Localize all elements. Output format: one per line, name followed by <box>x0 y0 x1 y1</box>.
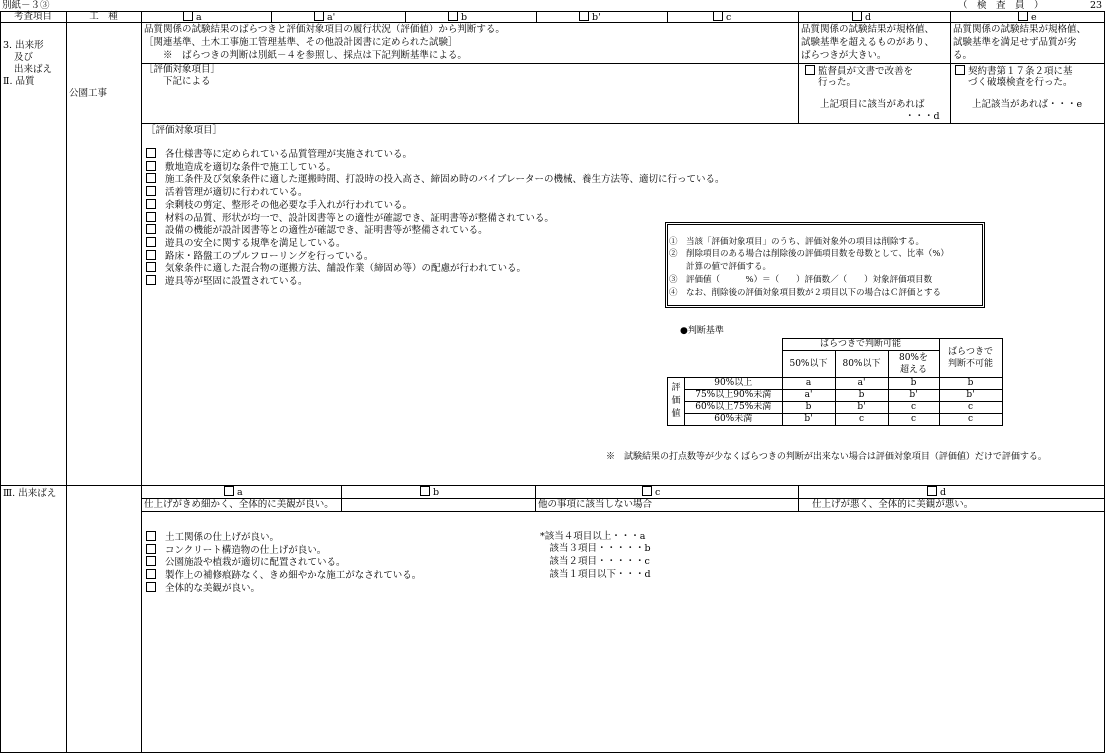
finish-grade-label: d <box>940 487 947 498</box>
eval-header: ［評価対象項目］ <box>146 125 223 136</box>
impossible-line-1: ばらつきで <box>948 347 993 357</box>
rule-3: 計算の値で評価する。 <box>669 262 772 272</box>
item-text: 土工関係の仕上げが良い。 <box>165 532 280 543</box>
target-note: 下記による <box>163 76 211 87</box>
grade-b-prime-checkbox[interactable] <box>579 11 589 21</box>
cell: b <box>888 378 939 390</box>
finish-grade-d[interactable] <box>927 486 946 499</box>
finish-desc-a: 仕上げがきめ細かく、全体的に美観が良い。 <box>144 499 334 510</box>
checklist-item[interactable] <box>146 569 421 582</box>
grade-b-checkbox[interactable] <box>448 11 458 21</box>
e-desc-3: る。 <box>953 50 973 61</box>
item-checkbox[interactable] <box>146 212 156 222</box>
cell: b' <box>888 390 939 402</box>
judgment-table <box>667 338 1003 426</box>
cell: b' <box>782 414 835 426</box>
finish-a-checkbox[interactable] <box>224 486 234 496</box>
e-check-text: 契約書第１７条２項に基 <box>968 66 1073 77</box>
cell: c <box>939 414 1002 426</box>
cell: c <box>835 414 888 426</box>
impossible-line-2: 判断不可能 <box>947 359 993 369</box>
cell: c <box>939 402 1002 414</box>
item-checkbox[interactable] <box>146 224 156 234</box>
d-desc-1: 品質関係の試験結果が規格値、 <box>801 24 935 35</box>
cell: b <box>939 378 1002 390</box>
cell: b <box>782 402 835 414</box>
grade-sep-d <box>798 11 799 123</box>
grade-c-header[interactable] <box>713 11 731 24</box>
finish-desc-line <box>141 511 1104 512</box>
finish-c-checkbox[interactable] <box>642 486 652 496</box>
rule-5: ④ なお、削除後の評価対象項目数が２項目以下の場合はＣ評価とする <box>669 288 942 298</box>
checklist-item[interactable] <box>146 237 346 250</box>
scoring-1: *該当４項目以上・・・a <box>540 531 646 542</box>
d-foot-2: ・・・d <box>905 111 940 122</box>
grade-sep-e <box>950 11 951 123</box>
grade-a-checkbox[interactable] <box>183 11 193 21</box>
intro-line-1: 品質関係の試験結果のばらつきと評価対象項目の履行状況（評価値）から判断する。 <box>144 24 505 35</box>
col-over80-1: 80%を <box>898 353 928 363</box>
col-over80-2: 超える <box>899 365 927 375</box>
scoring-3: 該当２項目・・・・・c <box>540 556 650 567</box>
item-text: 遊具等が堅固に設置されている。 <box>165 276 308 287</box>
item-checkbox[interactable] <box>146 186 156 196</box>
cell: a' <box>835 378 888 390</box>
finish-d-checkbox[interactable] <box>927 486 937 496</box>
finish-item-label: Ⅲ. 出来ばえ <box>3 488 57 499</box>
item-label-2: 及び <box>14 52 34 63</box>
header-bottom-line <box>0 22 1105 23</box>
col-header-item: 考査項目 <box>13 11 52 22</box>
finish-b-checkbox[interactable] <box>420 486 430 496</box>
target-header: ［評価対象項目］ <box>144 64 221 75</box>
item-label-1: 3. 出来形 <box>3 40 44 51</box>
grade-label: a <box>196 12 202 23</box>
item-checkbox[interactable] <box>146 199 156 209</box>
item-checkbox[interactable] <box>146 262 156 272</box>
item-text: 活着管理が適切に行われている。 <box>165 187 308 199</box>
d-check-text: 監督員が文書で改善を <box>818 66 914 77</box>
quality-top-bottom-line <box>141 123 1104 124</box>
intro-line-3: ※ ばらつきの判断は別紙－４を参照し、採点は下記判断基準による。 <box>163 50 467 61</box>
cell: b <box>835 390 888 402</box>
item-text: 製作上の補修痕跡なく、きめ細やかな施工がなされている。 <box>165 570 422 582</box>
impossible-header <box>939 339 1002 378</box>
grade-sep <box>667 11 668 22</box>
grade-a-prime-header[interactable] <box>314 11 335 24</box>
frame-top-line <box>0 11 1105 12</box>
intro-line-2: ［関連基準、土木工事施工管理基準、その他設計図書に定められた試験］ <box>144 37 458 48</box>
item-checkbox[interactable] <box>146 556 156 566</box>
grade-b-prime-header[interactable] <box>579 11 601 24</box>
checklist-item[interactable] <box>146 544 326 557</box>
form-id: 別紙－３③ <box>2 0 50 11</box>
checklist-item[interactable] <box>146 582 260 595</box>
cell: a' <box>782 390 835 402</box>
col-over80 <box>888 351 939 378</box>
row-label: 90%以上 <box>685 378 783 390</box>
grade-a-prime-checkbox[interactable] <box>314 11 324 21</box>
cell: a <box>782 378 835 390</box>
e-desc-1: 品質関係の試験結果が規格値、 <box>953 24 1087 35</box>
cell: b' <box>835 402 888 414</box>
scoring-4: 該当１項目以下・・・d <box>540 569 651 580</box>
grade-e-checkbox[interactable] <box>1018 11 1028 21</box>
checklist-item[interactable] <box>146 262 526 275</box>
d-foot-1: 上記項目に該当があれば <box>820 99 925 110</box>
d-check-2: 行った。 <box>818 77 857 88</box>
item-checkbox[interactable] <box>146 569 156 579</box>
e-checkbox[interactable] <box>955 65 965 75</box>
item-checkbox[interactable] <box>146 148 156 158</box>
cell: b' <box>939 390 1002 402</box>
item-checkbox[interactable] <box>146 275 156 285</box>
item-label-4: Ⅱ. 品質 <box>3 76 35 87</box>
checklist-item[interactable] <box>146 199 412 212</box>
finish-grade-c[interactable] <box>642 486 660 499</box>
work-type-label: 公園工事 <box>69 88 108 99</box>
grade-label: d <box>865 12 872 23</box>
item-text: 遊具の安全に関する規準を満足している。 <box>165 237 346 249</box>
grade-c-checkbox[interactable] <box>713 11 723 21</box>
checklist-item[interactable] <box>146 531 279 544</box>
finish-grade-label: a <box>237 487 243 498</box>
checklist-item[interactable] <box>146 250 373 263</box>
item-text: 全体的な美観が良い。 <box>165 582 261 594</box>
row-label: 75%以上90%未満 <box>685 390 783 402</box>
item-text: 余剰枝の剪定、整形その他必要な手入れが行われている。 <box>165 199 413 211</box>
d-desc-3: ばらつきが大きい。 <box>801 50 887 61</box>
item-text: 材料の品質、形状が均一で、設計図書等との適性が確認でき、証明書等が整備されている。 <box>165 212 554 224</box>
e-check-2: づく破壊検査を行った。 <box>968 77 1073 88</box>
item-text: コンクリート構造物の仕上げが良い。 <box>165 544 327 556</box>
frame-left-line <box>0 11 1 753</box>
item-text: 各仕様書等に定められている品質管理が実施されている。 <box>165 149 413 160</box>
item-checkbox[interactable] <box>146 531 156 541</box>
grade-label: b' <box>592 12 601 23</box>
e-desc-2: 試験基準を満足せず品質が劣 <box>953 37 1077 48</box>
finish-desc-d: 仕上げが悪く、全体的に美観が悪い。 <box>812 499 974 510</box>
checklist-item[interactable] <box>146 161 336 174</box>
checklist-item[interactable] <box>146 224 488 237</box>
grade-sep <box>405 11 406 22</box>
grade-label: c <box>726 12 732 23</box>
footnote: ※ 試験結果の打点数等が少なくばらつきの判断が出来ない場合は評価対象項目（評価値）だけで評価する。 <box>606 452 1047 462</box>
grade-a-header[interactable] <box>183 11 202 24</box>
item-text: 気象条件に適した混合物の運搬方法、舗設作業（締固め等）の配慮が行われている。 <box>165 263 527 275</box>
side-1: 評 <box>671 383 681 393</box>
col-80: 80%以下 <box>835 351 888 378</box>
grade-sep <box>271 11 272 22</box>
item-text: 設備の機能が設計図書等との適性が確認でき、証明書等が整備されている。 <box>165 225 488 237</box>
checklist-item[interactable] <box>146 556 346 569</box>
rule-4: ③ 評価値（ %）＝（ ）評価数／（ ）対象評価項目数 <box>669 275 933 285</box>
grade-d-checkbox[interactable] <box>852 11 862 21</box>
judgment-corner <box>668 339 783 378</box>
checklist-item[interactable] <box>146 186 308 199</box>
checklist-item[interactable] <box>146 212 554 225</box>
intro-bottom-line <box>141 63 1104 64</box>
grade-label: a' <box>327 12 336 23</box>
item-checkbox[interactable] <box>146 582 156 592</box>
item-checkbox[interactable] <box>146 161 156 171</box>
side-3: 値 <box>671 409 681 419</box>
item-checkbox[interactable] <box>146 544 156 554</box>
checklist-item[interactable] <box>146 275 308 288</box>
item-checkbox[interactable] <box>146 173 156 183</box>
cell: c <box>888 402 939 414</box>
grade-label: b <box>461 12 468 23</box>
finish-desc-c: 他の事項に該当しない場合 <box>538 499 653 510</box>
d-checkbox[interactable] <box>805 65 815 75</box>
item-checkbox[interactable] <box>146 250 156 260</box>
cell: c <box>888 414 939 426</box>
possible-header: ばらつきで判断可能 <box>782 339 939 351</box>
row-label: 60%以上75%未満 <box>685 402 783 414</box>
scoring-2: 該当３項目・・・・・b <box>540 543 651 554</box>
item-checkbox[interactable] <box>146 237 156 247</box>
rule-2: ② 削除項目のある場合は削除後の評価項目数を母数として、比率（%） <box>669 249 949 259</box>
inspector-label: （ 検 査 員 ） <box>958 0 1044 11</box>
col-divider-1 <box>66 11 67 753</box>
finish-grade-b[interactable] <box>420 486 439 499</box>
grade-sep <box>536 11 537 22</box>
item-label-3: 出来ばえ <box>14 64 53 75</box>
grade-b-header[interactable] <box>448 11 467 24</box>
grade-d-header[interactable] <box>852 11 871 24</box>
row-label: 60%未満 <box>685 414 783 426</box>
checklist-item[interactable] <box>146 173 724 186</box>
item-text: 施工条件及び気象条件に適した運搬時間、打設時の投入高さ、締固め時のバイブレーターの機械、養生方法等、適切に行っている。 <box>165 174 725 186</box>
checklist-item[interactable] <box>146 148 412 161</box>
e-foot: 上記該当があれば・・・e <box>972 99 1083 110</box>
side-label <box>668 378 685 426</box>
item-text: 路床・路盤工のプルフローリングを行っている。 <box>165 250 374 262</box>
rule-1: ① 当該「評価対象項目」のうち、評価対象外の項目は削除する。 <box>669 237 925 247</box>
item-text: 公園施設や植栽が適切に配置されている。 <box>165 557 346 569</box>
d-desc-2: 試験基準を超えるものがあり、 <box>801 37 935 48</box>
item-text: 敷地造成を適切な条件で施工している。 <box>165 161 337 173</box>
finish-grade-label: c <box>655 487 661 498</box>
grade-e-header[interactable] <box>1018 11 1037 24</box>
col-header-work-type: 工 種 <box>89 11 118 22</box>
finish-grade-a[interactable] <box>224 486 243 499</box>
side-2: 価 <box>671 396 681 406</box>
finish-grade-label: b <box>433 487 440 498</box>
judgment-title: ●判断基準 <box>680 326 724 336</box>
page-number: 23 <box>1090 0 1103 11</box>
col-50: 50%以下 <box>782 351 835 378</box>
e-check-row[interactable] <box>955 65 1073 78</box>
d-check-row[interactable] <box>805 65 913 78</box>
grade-label: e <box>1031 12 1037 23</box>
